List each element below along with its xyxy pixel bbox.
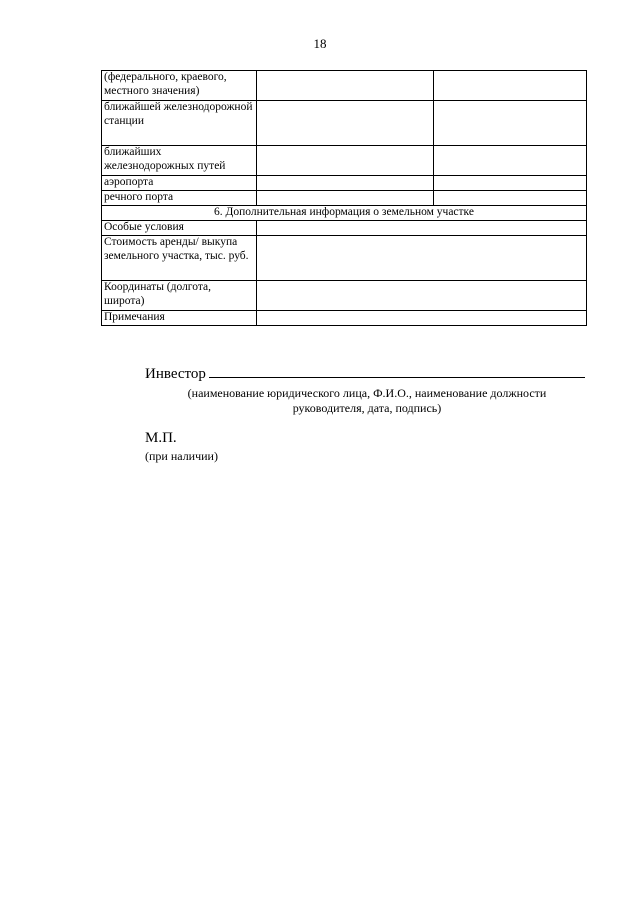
stamp-note: (при наличии) xyxy=(145,449,218,463)
table-row xyxy=(102,101,587,146)
investor-hint xyxy=(147,386,587,416)
table-section-row xyxy=(102,206,587,221)
stamp-label: М.П. xyxy=(145,430,177,446)
row-label: (федерального, краевого, местного значения) xyxy=(102,71,257,101)
table-row xyxy=(102,176,587,191)
value-cell xyxy=(434,176,587,191)
table-row xyxy=(102,281,587,311)
table-row xyxy=(102,71,587,101)
land-plot-info-table xyxy=(101,70,587,326)
row-label: аэропорта xyxy=(102,176,257,191)
table-row xyxy=(102,221,587,236)
value-cell xyxy=(257,71,434,101)
investor-hint-line: (наименование юридического лица, Ф.И.О., наименование должности xyxy=(187,386,547,400)
value-cell xyxy=(257,191,434,206)
row-label: ближайшей железнодорожной станции xyxy=(102,101,257,146)
table-row xyxy=(102,311,587,326)
investor-line xyxy=(145,364,605,383)
investor-label: Инвестор xyxy=(145,366,206,382)
investor-signature-block xyxy=(145,364,605,416)
row-label: Особые условия xyxy=(102,221,257,236)
value-cell xyxy=(257,281,587,311)
signature-underline xyxy=(209,364,585,378)
row-label: ближайших железнодорожных путей xyxy=(102,146,257,176)
value-cell xyxy=(257,311,587,326)
row-label: Стоимость аренды/ выкупа земельного участка, тыс. руб. xyxy=(102,236,257,281)
value-cell xyxy=(257,221,587,236)
stamp-block xyxy=(145,430,218,464)
value-cell xyxy=(434,71,587,101)
table-row xyxy=(102,236,587,281)
value-cell xyxy=(257,236,587,281)
row-label: Координаты (долгота, широта) xyxy=(102,281,257,311)
table-row xyxy=(102,191,587,206)
value-cell xyxy=(257,101,434,146)
value-cell xyxy=(434,101,587,146)
page-number: 18 xyxy=(313,36,327,51)
value-cell xyxy=(434,146,587,176)
table-row xyxy=(102,146,587,176)
value-cell xyxy=(434,191,587,206)
value-cell xyxy=(257,146,434,176)
row-label: Примечания xyxy=(102,311,257,326)
value-cell xyxy=(257,176,434,191)
section-title: 6. Дополнительная информация о земельном участке xyxy=(102,206,587,221)
investor-hint-line: руководителя, дата, подпись) xyxy=(292,401,442,415)
row-label: речного порта xyxy=(102,191,257,206)
